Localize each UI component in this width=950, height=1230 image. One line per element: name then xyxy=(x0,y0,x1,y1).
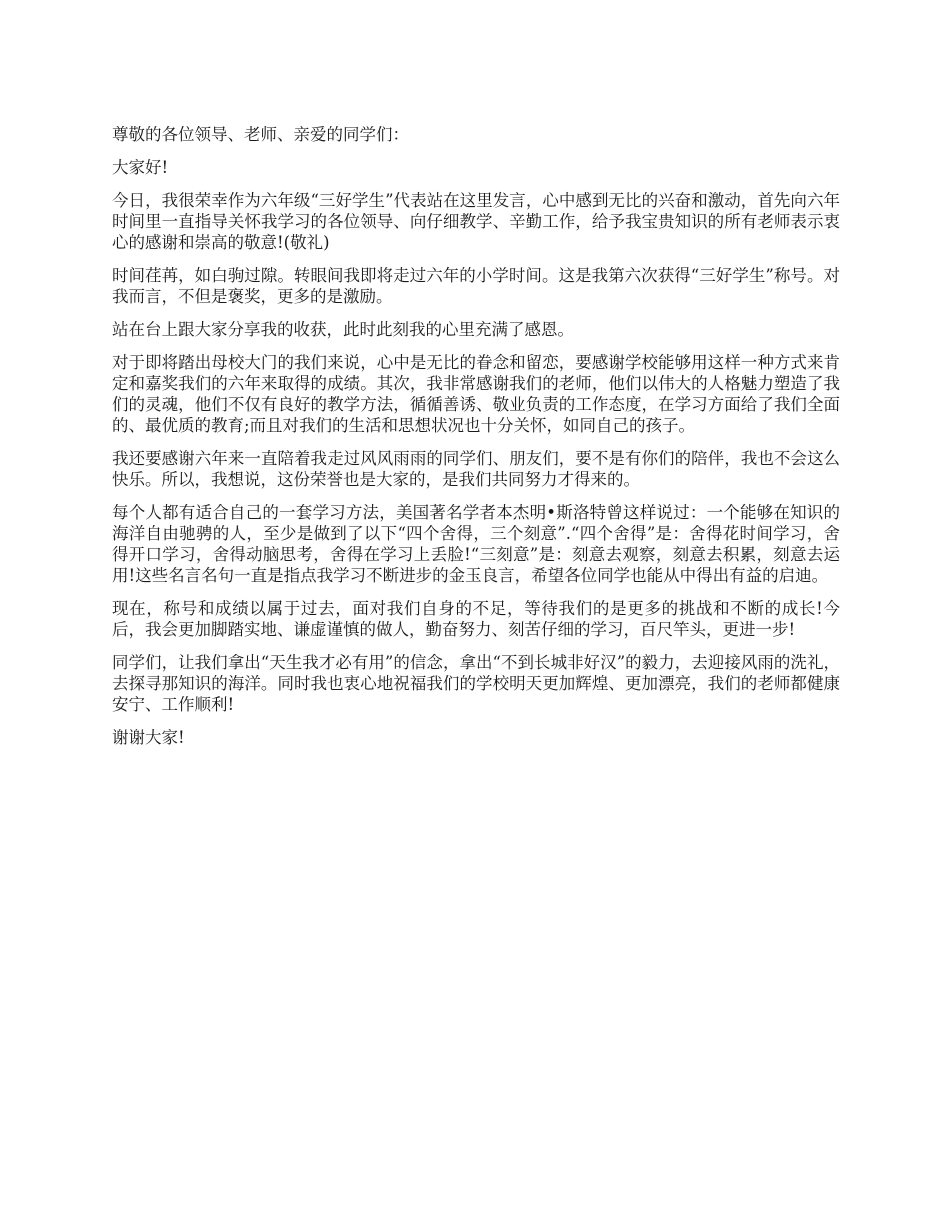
paragraph: 时间荏苒，如白驹过隙。转眼间我即将走过六年的小学时间。这是我第六次获得“三好学生”称号。对我而言，不但是褒奖，更多的是激励。 xyxy=(112,266,840,306)
paragraph: 对于即将踏出母校大门的我们来说，心中是无比的眷念和留恋，要感谢学校能够用这样一种方式来肯定和嘉奖我们的六年来取得的成绩。其次，我非常感谢我们的老师，他们以伟大的人格魅力塑造了我们的灵魂，他们不仅有良好的教学方法，循循善诱、敬业负责的工作态度，在学习方面给了我们全面的、最优质的教育;而且对我们的生活和思想状况也十分关怀，如同自己的孩子。 xyxy=(112,353,840,435)
paragraph: 每个人都有适合自己的一套学习方法，美国著名学者本杰明•斯洛特曾这样说过：一个能够在知识的海洋自由驰骋的人，至少是做到了以下“四个舍得，三个刻意”.“四个舍得”是：舍得花时间学习，舍得开口学习，舍得动脑思考，舍得在学习上丢脸!“三刻意”是：刻意去观察，刻意去积累，刻意去运用!这些名言名句一直是指点我学习不断进步的金玉良言，希望各位同学也能从中得出有益的启迪。 xyxy=(112,503,840,585)
paragraph: 现在，称号和成绩以属于过去，面对我们自身的不足，等待我们的是更多的挑战和不断的成长!今后，我会更加脚踏实地、谦虚谨慎的做人，勤奋努力、刻苦仔细的学习，百尺竿头，更进一步! xyxy=(112,599,840,639)
paragraph: 今日，我很荣幸作为六年级“三好学生”代表站在这里发言，心中感到无比的兴奋和激动，首先向六年时间里一直指导关怀我学习的各位领导、向仔细教学、辛勤工作，给予我宝贵知识的所有老师表示衷心的感谢和崇高的敬意!(敬礼) xyxy=(112,191,840,252)
paragraph: 我还要感谢六年来一直陪着我走过风风雨雨的同学们、朋友们，要不是有你们的陪伴，我也不会这么快乐。所以，我想说，这份荣誉也是大家的，是我们共同努力才得来的。 xyxy=(112,449,840,489)
paragraph: 站在台上跟大家分享我的收获，此时此刻我的心里充满了感恩。 xyxy=(112,320,574,339)
paragraph: 同学们，让我们拿出“天生我才必有用”的信念，拿出“不到长城非好汉”的毅力，去迎接风雨的洗礼，去探寻那知识的海洋。同时我也衷心地祝福我们的学校明天更加辉煌、更加漂亮，我们的老师都健康安宁、工作顺利! xyxy=(112,653,840,714)
document-body xyxy=(112,124,840,760)
greeting: 大家好! xyxy=(112,158,169,177)
salutation: 尊敬的各位领导、老师、亲爱的同学们： xyxy=(112,125,409,144)
closing: 谢谢大家! xyxy=(112,728,185,747)
